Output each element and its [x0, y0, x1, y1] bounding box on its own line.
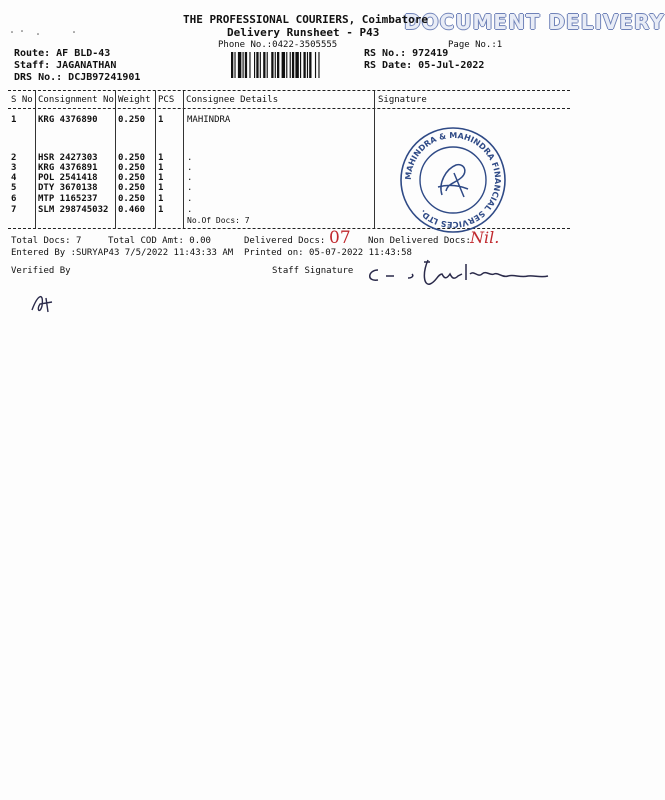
- row-consignee: .: [187, 194, 193, 204]
- header-sno: S No: [11, 95, 33, 105]
- company-name: THE PROFESSIONAL COURIERS, Coimbatore: [183, 13, 429, 26]
- barcode: [231, 52, 355, 78]
- no-of-docs: No.Of Docs: 7: [187, 216, 250, 225]
- row-consignment: POL 2541418: [38, 173, 98, 183]
- drs-number: DRS No.: DCJB97241901: [14, 72, 141, 83]
- barcode-bar: [277, 52, 279, 78]
- barcode-bar: [256, 52, 258, 78]
- barcode-bar: [231, 52, 233, 78]
- header-consignee: Consignee Details: [186, 95, 279, 105]
- header-consignment: Consignment No: [38, 95, 114, 105]
- barcode-bar: [260, 52, 261, 78]
- row-pcs: 1: [158, 205, 164, 215]
- row-pcs: 1: [158, 163, 164, 173]
- staff-name: Staff: JAGANATHAN: [14, 60, 117, 71]
- barcode-bar: [234, 52, 235, 78]
- barcode-bar: [263, 52, 265, 78]
- company-stamp: [398, 125, 508, 235]
- barcode-bar: [254, 52, 255, 78]
- row-consignee: .: [187, 205, 193, 215]
- table-header-rule: [8, 108, 570, 109]
- barcode-bar: [238, 52, 241, 78]
- barcode-bar: [318, 52, 319, 78]
- row-pcs: 1: [158, 183, 164, 193]
- table-top-rule: [8, 90, 570, 91]
- row-consignment: MTP 1165237: [38, 194, 98, 204]
- barcode-bar: [271, 52, 273, 78]
- row-consignment: KRG 4376891: [38, 163, 98, 173]
- row-consignment: HSR 2427303: [38, 153, 98, 163]
- barcode-bar: [295, 52, 298, 78]
- row-pcs: 1: [158, 173, 164, 183]
- header-signature: Signature: [378, 95, 427, 105]
- barcode-bar: [282, 52, 285, 78]
- row-consignee: MAHINDRA: [187, 115, 231, 125]
- row-consignee: .: [187, 173, 193, 183]
- barcode-bar: [286, 52, 287, 78]
- staff-signature-label: Staff Signature: [272, 266, 354, 276]
- barcode-bar: [267, 52, 268, 78]
- row-sno: 3: [11, 163, 17, 173]
- watermark: DOCUMENT DELIVERY: [404, 10, 665, 34]
- row-weight: 0.250: [118, 163, 146, 173]
- scan-specks: [8, 22, 88, 40]
- verified-by: Verified By: [11, 266, 71, 276]
- col-divider: [155, 91, 156, 228]
- row-sno: 4: [11, 173, 17, 183]
- entered-by: Entered By :SURYAP43 7/5/2022 11:43:33 AM: [11, 248, 234, 258]
- col-divider: [35, 91, 36, 228]
- row-consignee: .: [187, 183, 193, 193]
- col-divider: [374, 91, 375, 228]
- row-sno: 1: [11, 115, 17, 125]
- row-weight: 0.250: [118, 183, 146, 193]
- barcode-bar: [303, 52, 305, 78]
- row-sno: 5: [11, 183, 17, 193]
- stamp-text: MAHINDRA & MAHINDRA FINANCIAL SERVICES LTD.: [403, 130, 503, 230]
- barcode-bar: [243, 52, 244, 78]
- verifier-initials: [28, 290, 58, 316]
- header-pcs: PCS: [158, 95, 175, 105]
- delivered-docs-handwritten: 07: [329, 228, 351, 248]
- page-number: Page No.:1: [448, 40, 503, 50]
- barcode-bar: [307, 52, 308, 78]
- runsheet-title: Delivery Runsheet - P43: [227, 26, 380, 39]
- delivered-docs-label: Delivered Docs:: [244, 236, 326, 246]
- total-cod: Total COD Amt: 0.00: [108, 236, 211, 246]
- staff-signature: [362, 256, 552, 292]
- barcode-bar: [249, 52, 250, 78]
- row-pcs: 1: [158, 115, 164, 125]
- row-consignment: DTY 3670138: [38, 183, 98, 193]
- barcode-bar: [315, 52, 316, 78]
- rs-date: RS Date: 05-Jul-2022: [364, 60, 485, 71]
- barcode-bar: [292, 52, 294, 78]
- barcode-bar: [245, 52, 247, 78]
- barcode-bar: [275, 52, 276, 78]
- row-weight: 0.250: [118, 115, 146, 125]
- row-consignment: SLM 298745032: [38, 205, 109, 215]
- non-delivered-docs-label: Non Delivered Docs:: [368, 236, 471, 246]
- row-consignee: .: [187, 153, 193, 163]
- row-weight: 0.460: [118, 205, 146, 215]
- row-pcs: 1: [158, 194, 164, 204]
- row-weight: 0.250: [118, 153, 146, 163]
- barcode-bar: [290, 52, 291, 78]
- header-weight: Weight: [118, 95, 151, 105]
- row-consignee: .: [187, 163, 193, 173]
- rs-number: RS No.: 972419: [364, 48, 449, 59]
- barcode-bar: [300, 52, 301, 78]
- printed-on: Printed on: 05-07-2022 11:43:58: [244, 248, 412, 258]
- row-sno: 2: [11, 153, 17, 163]
- total-docs: Total Docs: 7: [11, 236, 82, 246]
- phone-number: Phone No.:0422-3505555: [218, 40, 338, 50]
- row-pcs: 1: [158, 153, 164, 163]
- row-consignment: KRG 4376890: [38, 115, 98, 125]
- row-weight: 0.250: [118, 194, 146, 204]
- barcode-bar: [309, 52, 311, 78]
- col-divider: [115, 91, 116, 228]
- row-sno: 6: [11, 194, 17, 204]
- non-delivered-docs-handwritten: Nil.: [470, 228, 500, 247]
- col-divider: [183, 91, 184, 228]
- row-weight: 0.250: [118, 173, 146, 183]
- row-sno: 7: [11, 205, 17, 215]
- route: Route: AF BLD-43: [14, 48, 111, 59]
